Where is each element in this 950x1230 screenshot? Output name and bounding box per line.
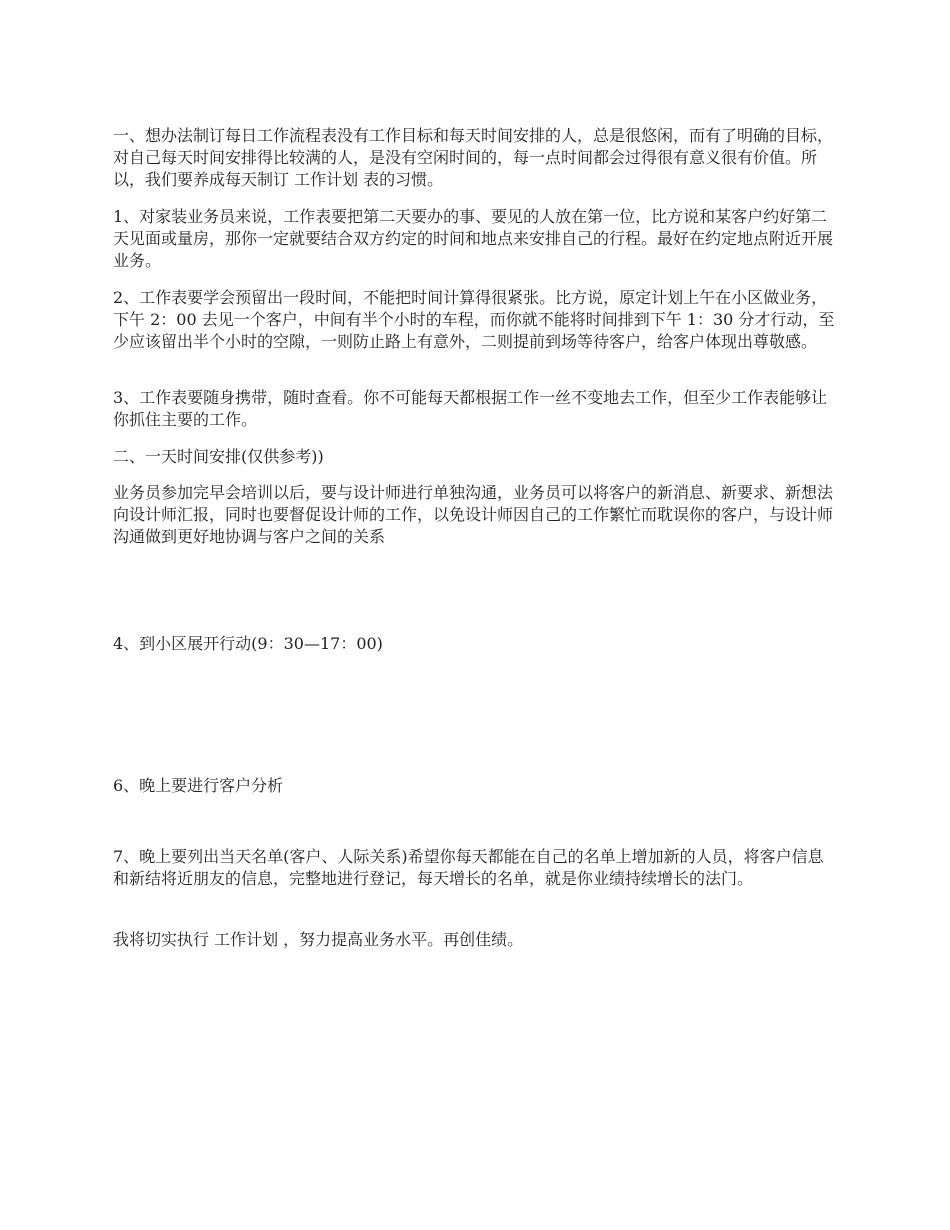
paragraph-4: 3、工作表要随身携带，随时查看。你不可能每天都根据工作一丝不变地去工作，但至少工作表能够让你抓住主要的工作。 [113,388,828,429]
paragraph-3: 2、工作表要学会预留出一段时间，不能把时间计算得很紧张。比方说，原定计划上午在小区做业务，下午 2：00 去见一个客户，中间有半个小时的车程，而你就不能将时间排到下午 1：30 分才行动，至少应该留出半个小时的空隙，一则防止路上有意外，二则提前到场等待客户，给客户体现出尊敬感。 [113,288,835,351]
paragraph-2: 1、对家装业务员来说，工作表要把第二天要办的事、要见的人放在第一位，比方说和某客户约好第二天见面或量房，那你一定就要结合双方约定的时间和地点来安排自己的行程。最好在约定地点附近开展业务。 [113,207,834,270]
paragraph-7: 6、晚上要进行客户分析 [113,776,284,795]
paragraph-1: 一、想办法制订每日工作流程表没有工作目标和每天时间安排的人，总是很悠闲，而有了明确的目标，对自己每天时间安排得比较满的人，是没有空闲时间的，每一点时间都会过得很有意义很有价值。所以，我们要养成每天制订 工作计划 表的习惯。 [113,126,834,189]
paragraph-9: 我将切实执行 工作计划 ，努力提高业务水平。再创佳绩。 [113,930,524,949]
paragraph-6: 4、到小区展开行动(9：30—17：00) [113,634,383,653]
paragraph-5: 业务员参加完早会培训以后，要与设计师进行单独沟通，业务员可以将客户的新消息、新要求、新想法向设计师汇报，同时也要督促设计师的工作，以免设计师因自己的工作繁忙而耽误你的客户，与设计师沟通做到更好地协调与客户之间的关系 [113,483,834,546]
paragraph-8: 7、晚上要列出当天名单(客户、人际关系)希望你每天都能在自己的名单上增加新的人员，将客户信息和新结将近朋友的信息，完整地进行登记，每天增长的名单，就是你业绩持续增长的法门。 [113,847,824,888]
section-heading-2: 二、一天时间安排(仅供参考)) [113,447,324,466]
